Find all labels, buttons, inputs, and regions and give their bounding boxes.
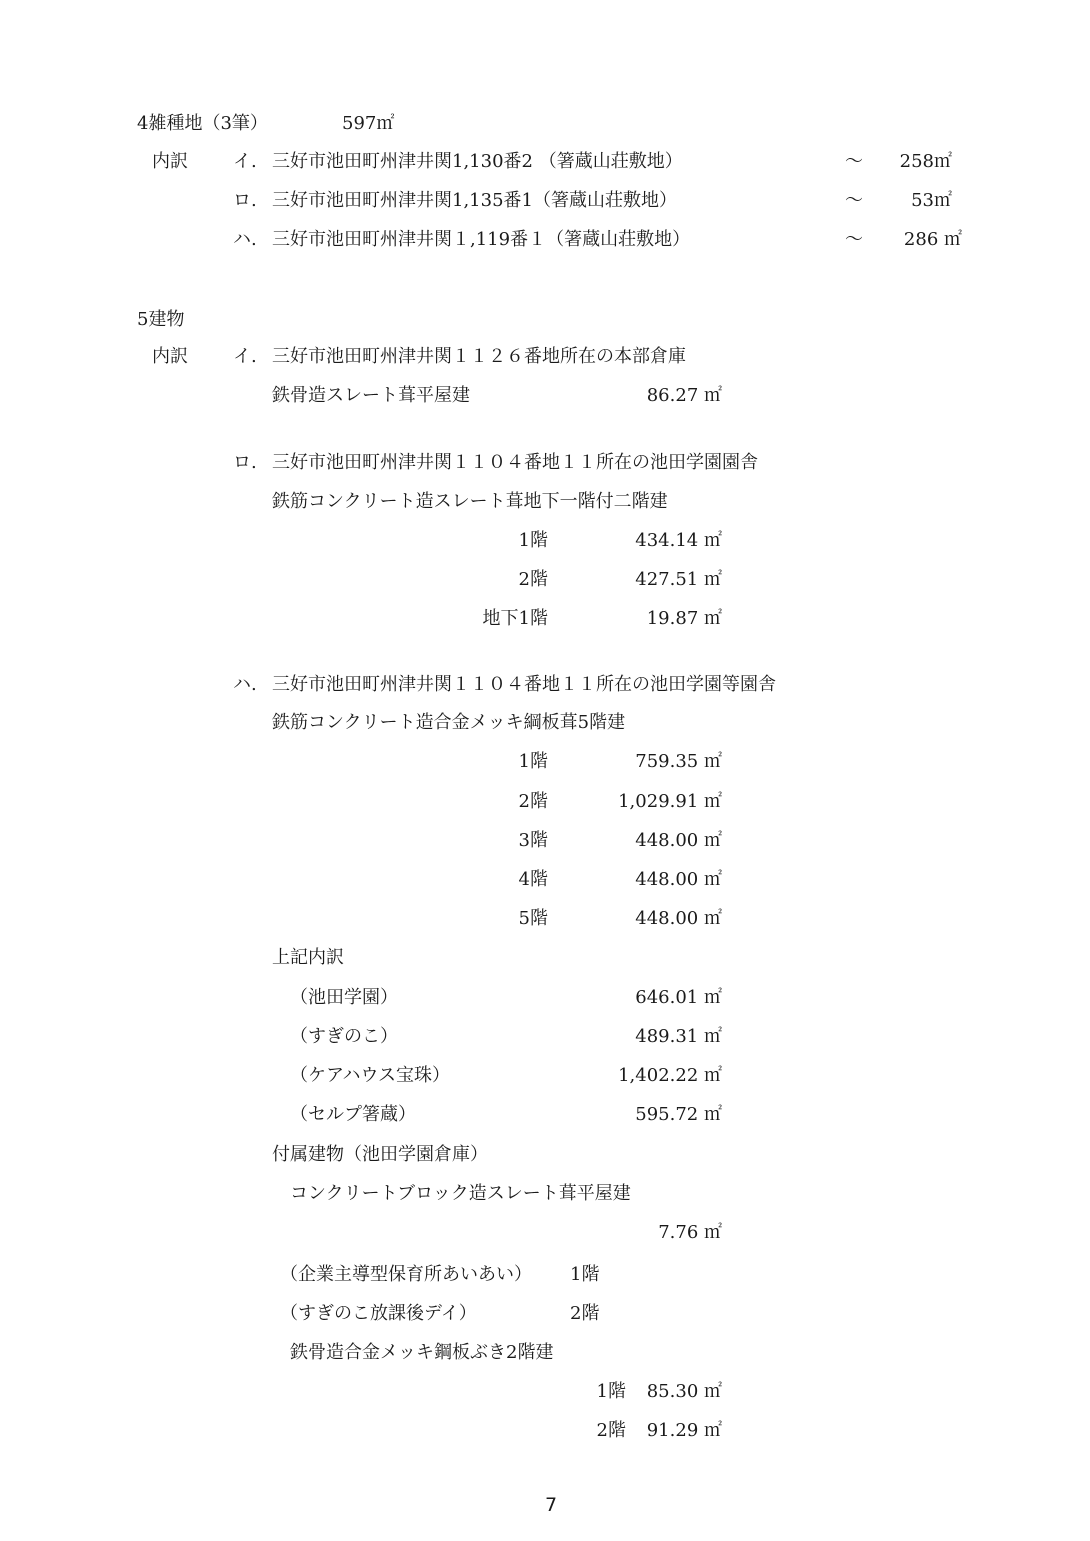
floor-label: 2階 bbox=[518, 791, 548, 812]
item-i-structure: 鉄骨造スレート葺平屋建 bbox=[272, 385, 470, 406]
breakdown-label: （ケアハウス宝珠） bbox=[290, 1065, 451, 1086]
facility-floor: 1階 bbox=[570, 1264, 600, 1285]
floor-area: 1,029.91 ㎡ bbox=[618, 791, 722, 812]
section4-item-marker: イ. bbox=[233, 151, 257, 172]
floor-label: 3階 bbox=[518, 830, 548, 851]
section4-total-area: 597㎡ bbox=[342, 113, 395, 134]
facility-floor-label: 1階 bbox=[596, 1381, 626, 1402]
section4-item-marker: ハ. bbox=[233, 229, 257, 250]
item-ha-location: 三好市池田町州津井関１１０４番地１１所在の池田学園等園舎 bbox=[272, 674, 776, 695]
breakdown-label: （池田学園） bbox=[290, 987, 398, 1008]
section4-item-tilde: ～ bbox=[845, 229, 863, 250]
breakdown-area: 595.72 ㎡ bbox=[635, 1104, 722, 1125]
section4-item-text: 三好市池田町州津井関1,130番2 （箸蔵山荘敷地） bbox=[272, 151, 683, 172]
item-ro-marker: ロ. bbox=[233, 452, 257, 473]
breakdown-area: 646.01 ㎡ bbox=[635, 987, 722, 1008]
section4-item-area: 53㎡ bbox=[911, 190, 952, 211]
facility-floor-area: 91.29 ㎡ bbox=[646, 1420, 722, 1441]
floor-area: 19.87 ㎡ bbox=[646, 608, 722, 629]
annex-structure: コンクリートブロック造スレート葺平屋建 bbox=[290, 1183, 631, 1204]
section4-item-area: 258㎡ bbox=[899, 151, 952, 172]
breakdown-area: 489.31 ㎡ bbox=[635, 1026, 722, 1047]
item-i-marker: イ. bbox=[233, 346, 257, 367]
section4-heading: 4雑種地（3筆） bbox=[137, 113, 268, 134]
section4-item-area: 286 ㎡ bbox=[903, 229, 962, 250]
item-ro-structure: 鉄筋コンクリート造スレート葺地下一階付二階建 bbox=[272, 491, 668, 512]
breakdown-label: （すぎのこ） bbox=[290, 1026, 398, 1047]
floor-area: 434.14 ㎡ bbox=[635, 530, 722, 551]
facility-label: （すぎのこ放課後デイ） bbox=[280, 1303, 477, 1324]
floor-area: 448.00 ㎡ bbox=[635, 908, 722, 929]
floor-label: 5階 bbox=[518, 908, 548, 929]
floor-label: 地下1階 bbox=[482, 608, 548, 629]
item-i-area: 86.27 ㎡ bbox=[646, 385, 722, 406]
annex-heading: 付属建物（池田学園倉庫） bbox=[272, 1144, 488, 1165]
breakdown-label: （セルプ箸蔵） bbox=[290, 1104, 416, 1125]
item-i-location: 三好市池田町州津井関１１２６番地所在の本部倉庫 bbox=[272, 346, 686, 367]
floor-label: 1階 bbox=[518, 530, 548, 551]
item-ha-marker: ハ. bbox=[233, 674, 257, 695]
section5-breakdown-label: 内訳 bbox=[152, 346, 188, 367]
facility-floor-area: 85.30 ㎡ bbox=[646, 1381, 722, 1402]
section4-breakdown-label: 内訳 bbox=[152, 151, 188, 172]
floor-area: 427.51 ㎡ bbox=[635, 569, 722, 590]
floor-area: 759.35 ㎡ bbox=[635, 751, 722, 772]
facility-floor-label: 2階 bbox=[596, 1420, 626, 1441]
section5-heading: 5建物 bbox=[137, 309, 185, 330]
section4-item-tilde: ～ bbox=[845, 190, 863, 211]
facility-label: （企業主導型保育所あいあい） bbox=[280, 1264, 532, 1285]
floor-label: 2階 bbox=[518, 569, 548, 590]
floor-label: 1階 bbox=[518, 751, 548, 772]
breakdown-area: 1,402.22 ㎡ bbox=[618, 1065, 722, 1086]
page-number: 7 bbox=[544, 1494, 558, 1516]
annex-area: 7.76 ㎡ bbox=[658, 1222, 722, 1243]
item-ha-structure: 鉄筋コンクリート造合金メッキ綱板葺5階建 bbox=[272, 712, 626, 733]
breakdown-heading: 上記内訳 bbox=[272, 947, 344, 968]
section4-item-text: 三好市池田町州津井関１,119番１（箸蔵山荘敷地） bbox=[272, 229, 691, 250]
section4-item-tilde: ～ bbox=[845, 151, 863, 172]
facility-floor: 2階 bbox=[570, 1303, 600, 1324]
facility-structure: 鉄骨造合金メッキ鋼板ぶき2階建 bbox=[290, 1342, 554, 1363]
item-ro-location: 三好市池田町州津井関１１０４番地１１所在の池田学園園舎 bbox=[272, 452, 758, 473]
floor-area: 448.00 ㎡ bbox=[635, 869, 722, 890]
floor-label: 4階 bbox=[518, 869, 548, 890]
floor-area: 448.00 ㎡ bbox=[635, 830, 722, 851]
section4-item-text: 三好市池田町州津井関1,135番1（箸蔵山荘敷地） bbox=[272, 190, 677, 211]
section4-item-marker: ロ. bbox=[233, 190, 257, 211]
